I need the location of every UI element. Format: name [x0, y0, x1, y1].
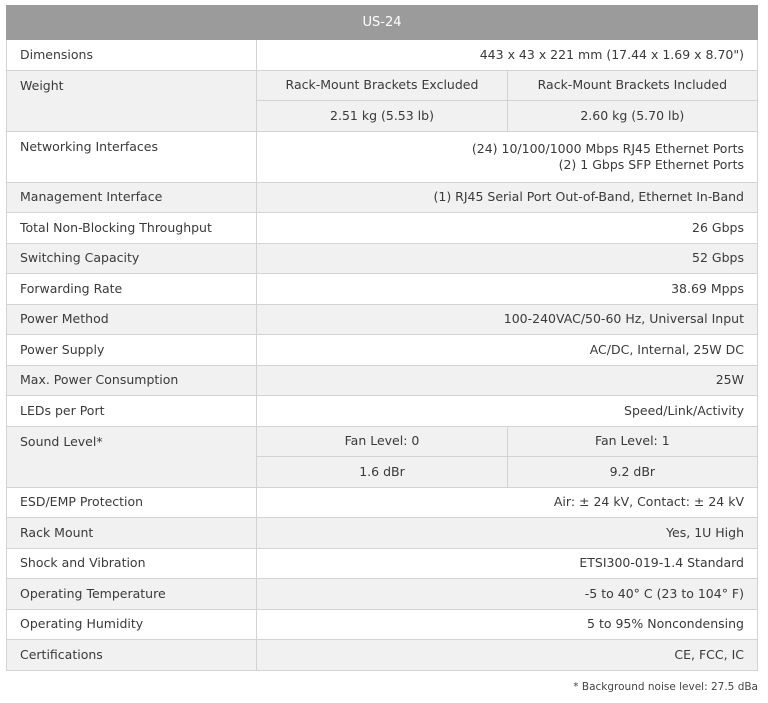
subheader: Rack-Mount Brackets Included [507, 70, 757, 101]
spec-value [257, 131, 758, 182]
row-throughput [7, 213, 758, 244]
spec-value: 2.51 kg (5.53 lb) [257, 101, 507, 132]
spec-label: LEDs per Port [7, 396, 257, 427]
spec-label: Forwarding Rate [7, 274, 257, 305]
row-leds [7, 396, 758, 427]
row-dimensions [7, 40, 758, 71]
spec-value: Yes, 1U High [257, 518, 758, 549]
spec-label: Total Non-Blocking Throughput [7, 213, 257, 244]
spec-value: CE, FCC, IC [257, 640, 758, 671]
row-networking [7, 131, 758, 182]
row-weight [7, 70, 758, 101]
spec-value: 38.69 Mpps [257, 274, 758, 305]
subheader: Fan Level: 0 [257, 426, 507, 457]
row-shock [7, 548, 758, 579]
spec-label: Certifications [7, 640, 257, 671]
row-forwarding [7, 274, 758, 305]
spec-value: (1) RJ45 Serial Port Out-of-Band, Ethernet In-Band [257, 182, 758, 213]
spec-label: Sound Level* [7, 426, 257, 487]
spec-value: 100-240VAC/50-60 Hz, Universal Input [257, 304, 758, 335]
spec-label: Operating Temperature [7, 579, 257, 610]
row-esd [7, 487, 758, 518]
spec-label: Dimensions [7, 40, 257, 71]
spec-label: Max. Power Consumption [7, 365, 257, 396]
spec-label: Management Interface [7, 182, 257, 213]
spec-label: Power Method [7, 304, 257, 335]
spec-value: 26 Gbps [257, 213, 758, 244]
row-sound [7, 426, 758, 457]
spec-value: 1.6 dBr [257, 457, 507, 488]
spec-value: Speed/Link/Activity [257, 396, 758, 427]
spec-label: Shock and Vibration [7, 548, 257, 579]
subheader: Fan Level: 1 [507, 426, 757, 457]
spec-value: -5 to 40° C (23 to 104° F) [257, 579, 758, 610]
table-title: US-24 [7, 6, 758, 40]
row-humidity [7, 609, 758, 640]
spec-value: 443 x 43 x 221 mm (17.44 x 1.69 x 8.70") [257, 40, 758, 71]
spec-value: 9.2 dBr [507, 457, 757, 488]
row-temperature [7, 579, 758, 610]
spec-table-container [6, 5, 758, 671]
spec-value: Air: ± 24 kV, Contact: ± 24 kV [257, 487, 758, 518]
spec-value: 2.60 kg (5.70 lb) [507, 101, 757, 132]
spec-value: ETSI300-019-1.4 Standard [257, 548, 758, 579]
spec-label: Operating Humidity [7, 609, 257, 640]
row-certifications [7, 640, 758, 671]
spec-value: 52 Gbps [257, 243, 758, 274]
spec-table [6, 5, 758, 671]
row-switching [7, 243, 758, 274]
spec-label: Rack Mount [7, 518, 257, 549]
spec-label: ESD/EMP Protection [7, 487, 257, 518]
row-rack [7, 518, 758, 549]
spec-value-line: (24) 10/100/1000 Mbps RJ45 Ethernet Ports [471, 140, 744, 156]
row-max-power [7, 365, 758, 396]
footnote: * Background noise level: 27.5 dBa [573, 681, 758, 693]
spec-value-line: (2) 1 Gbps SFP Ethernet Ports [558, 156, 744, 172]
row-power-supply [7, 335, 758, 366]
spec-label: Weight [7, 70, 257, 131]
subheader: Rack-Mount Brackets Excluded [257, 70, 507, 101]
row-management [7, 182, 758, 213]
spec-label: Networking Interfaces [7, 131, 257, 182]
spec-label: Power Supply [7, 335, 257, 366]
spec-label: Switching Capacity [7, 243, 257, 274]
spec-value: 25W [257, 365, 758, 396]
spec-value: 5 to 95% Noncondensing [257, 609, 758, 640]
row-power-method [7, 304, 758, 335]
spec-value: AC/DC, Internal, 25W DC [257, 335, 758, 366]
